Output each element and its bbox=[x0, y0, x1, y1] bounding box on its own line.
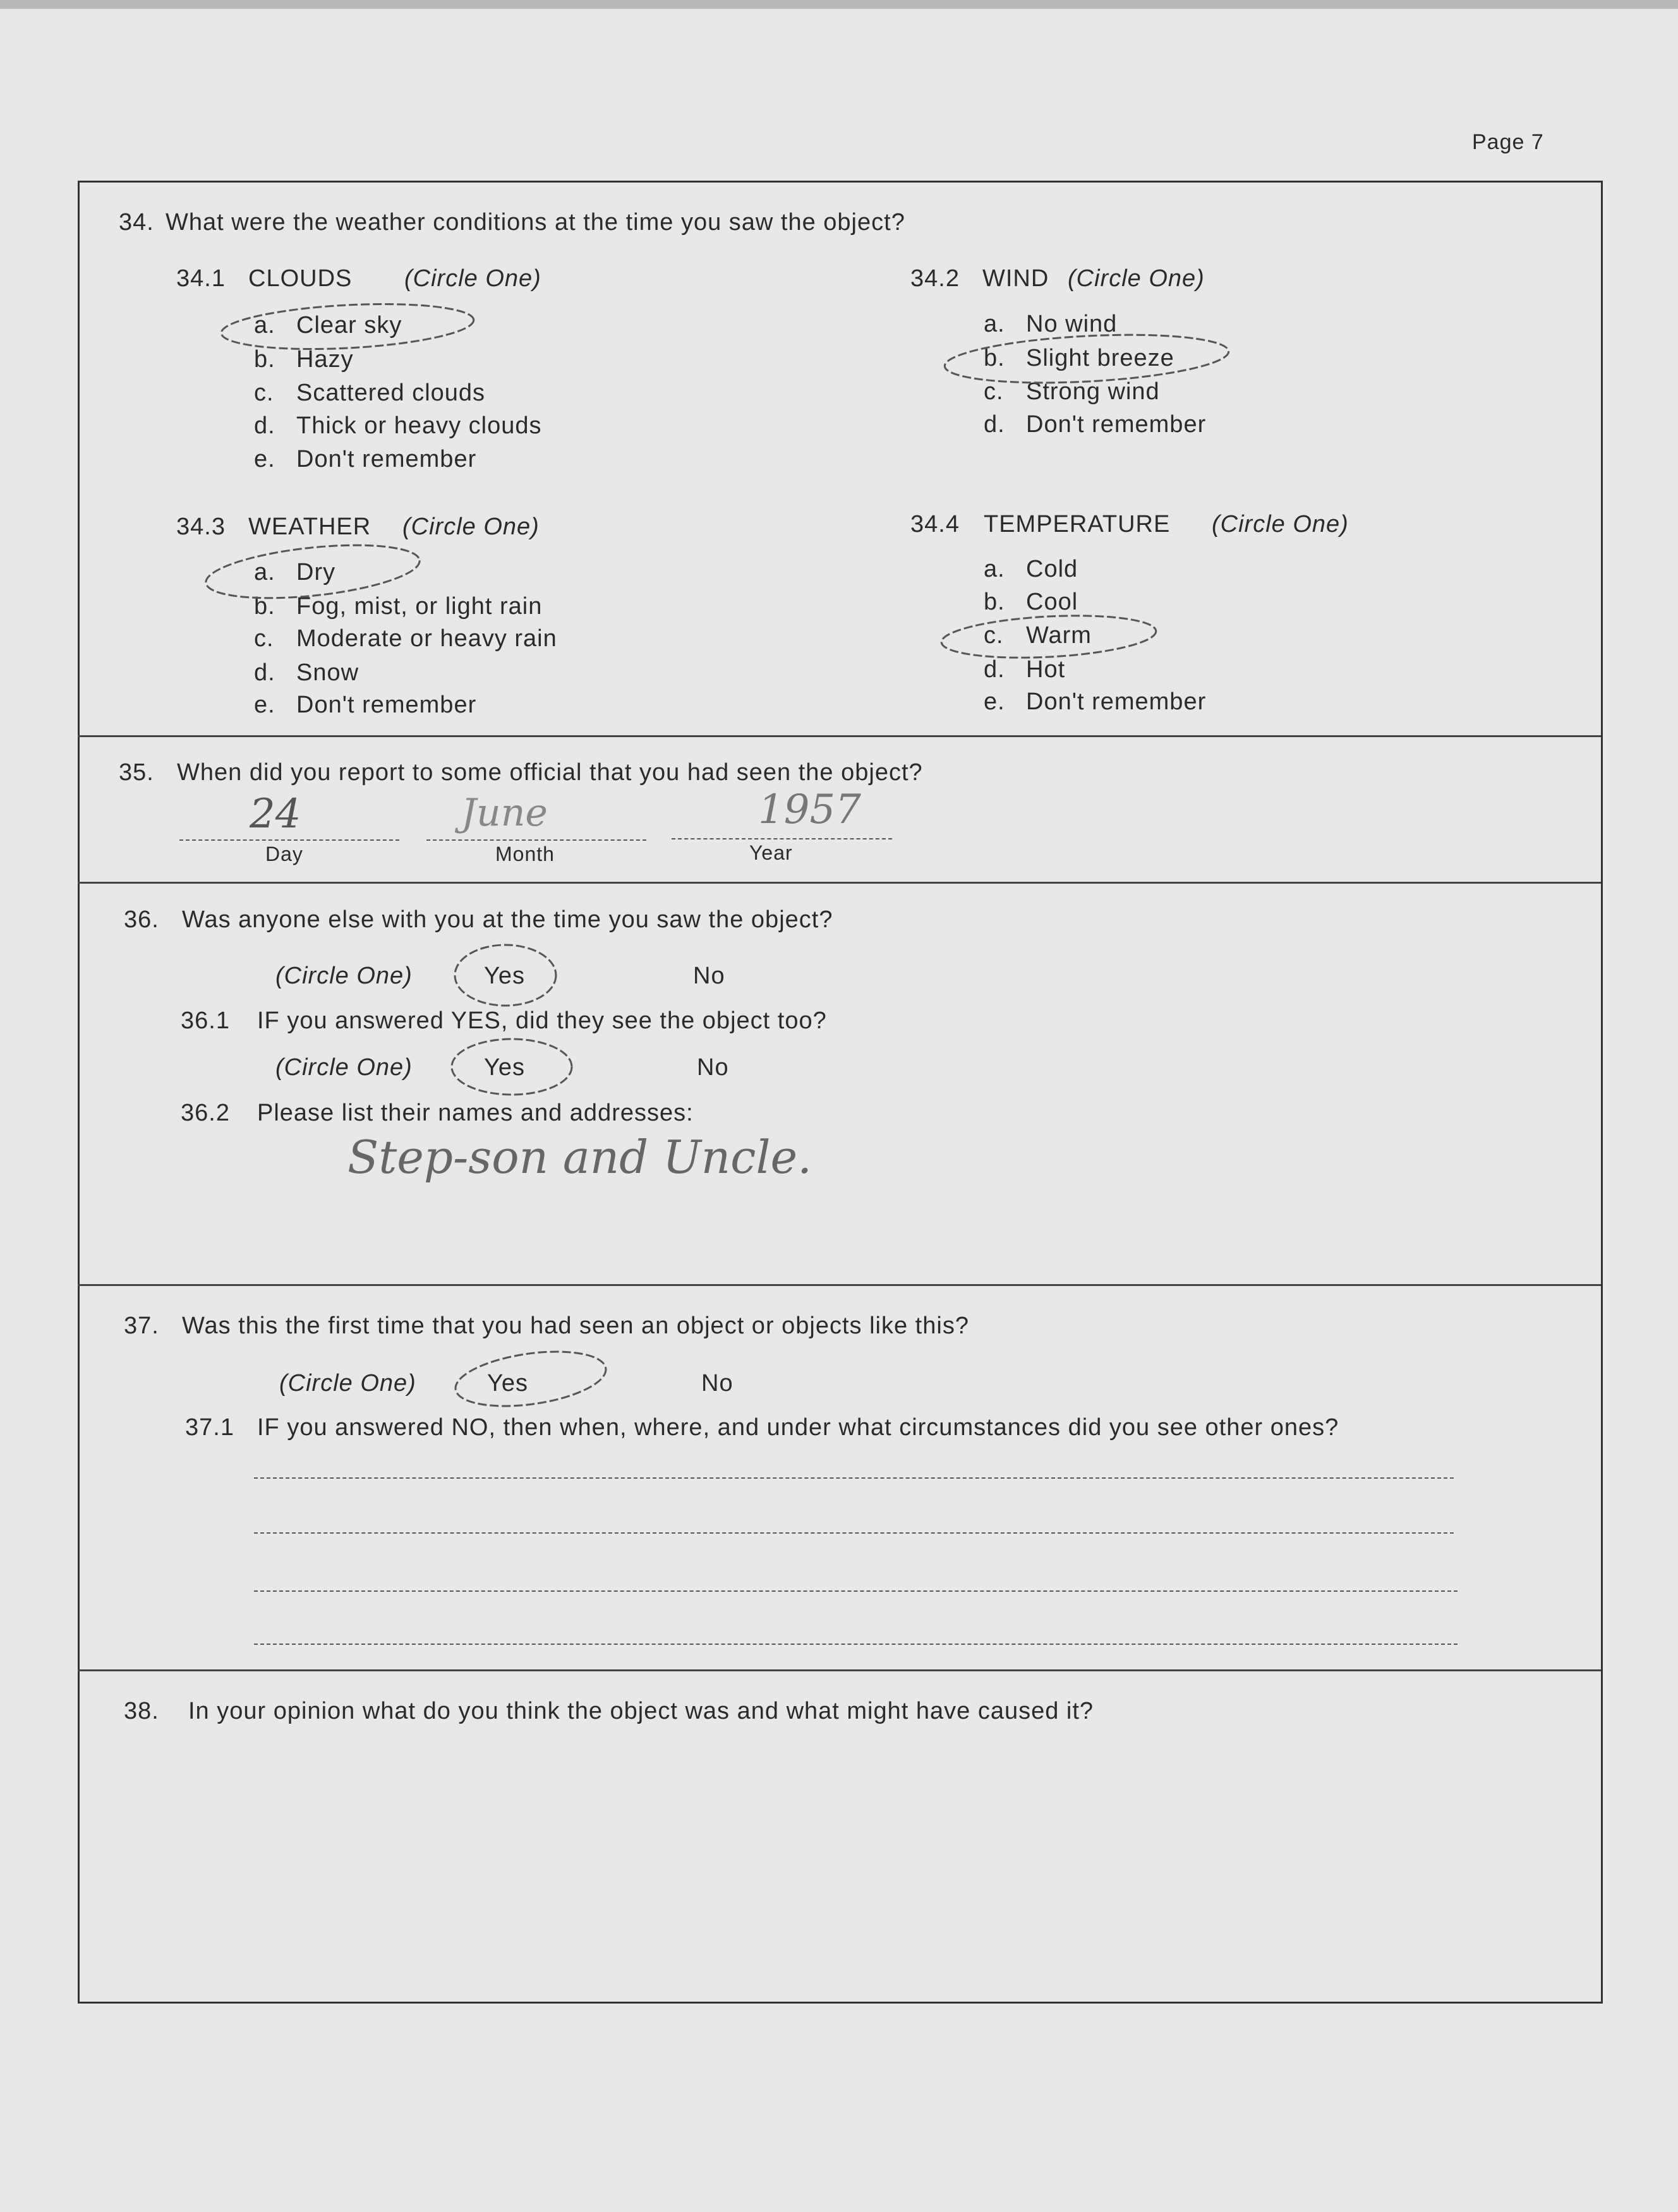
option-text: Warm bbox=[1026, 622, 1092, 649]
month-label: Month bbox=[495, 843, 555, 865]
option-text: Cold bbox=[1026, 556, 1078, 582]
option-text: Hazy bbox=[296, 346, 354, 373]
option-letter: e. bbox=[984, 688, 1005, 715]
option-text: Don't remember bbox=[1026, 688, 1207, 715]
subquestion-number: 37.1 bbox=[185, 1414, 234, 1441]
yes-option[interactable]: Yes bbox=[484, 1054, 525, 1081]
question-number: 36. bbox=[124, 906, 159, 933]
subquestion-text: IF you answered YES, did they see the object too? bbox=[257, 1007, 827, 1034]
option-text: Scattered clouds bbox=[296, 380, 486, 406]
question-number: 35. bbox=[119, 759, 154, 786]
option-letter: e. bbox=[254, 692, 275, 718]
option-letter: a. bbox=[984, 311, 1005, 337]
option-text: Don't remember bbox=[296, 446, 477, 472]
instruction: (Circle One) bbox=[275, 1054, 413, 1081]
question-text: Was this the first time that you had seen an object or objects like this? bbox=[182, 1313, 969, 1339]
instruction: (Circle One) bbox=[1212, 511, 1349, 538]
subquestion-number: 36.2 bbox=[181, 1100, 230, 1126]
option-letter: d. bbox=[984, 411, 1005, 438]
option-text: No wind bbox=[1026, 311, 1118, 337]
option-text: Strong wind bbox=[1026, 378, 1160, 405]
no-option[interactable]: No bbox=[701, 1370, 733, 1397]
no-option[interactable]: No bbox=[697, 1054, 729, 1081]
yes-option[interactable]: Yes bbox=[487, 1370, 528, 1397]
subquestion-number: 34.4 bbox=[910, 511, 960, 538]
names-answer[interactable]: Step-son and Uncle. bbox=[347, 1131, 812, 1184]
instruction: (Circle One) bbox=[404, 265, 541, 292]
circle-mark bbox=[943, 328, 1229, 388]
option-letter: b. bbox=[984, 589, 1005, 615]
year-label: Year bbox=[749, 841, 793, 864]
subquestion-title: WEATHER bbox=[248, 514, 371, 540]
option-text: Clear sky bbox=[296, 312, 402, 339]
option-text: Don't remember bbox=[296, 692, 477, 718]
question-number: 34. bbox=[119, 209, 154, 236]
instruction: (Circle One) bbox=[279, 1370, 416, 1397]
option-letter: d. bbox=[254, 412, 275, 439]
option-letter: a. bbox=[254, 559, 275, 586]
subquestion-title: TEMPERATURE bbox=[984, 511, 1171, 538]
month-answer[interactable]: June bbox=[461, 791, 548, 835]
circle-mark bbox=[941, 611, 1157, 663]
option-letter: c. bbox=[984, 378, 1004, 405]
question-text: In your opinion what do you think the object was and what might have caused it? bbox=[188, 1698, 1094, 1724]
subquestion-number: 34.1 bbox=[176, 265, 226, 292]
subquestion-title: CLOUDS bbox=[248, 265, 353, 292]
option-letter: a. bbox=[254, 312, 275, 339]
page-number: Page 7 bbox=[1472, 130, 1544, 154]
option-letter: c. bbox=[254, 625, 274, 652]
option-text: Hot bbox=[1026, 656, 1066, 683]
question-number: 37. bbox=[124, 1313, 159, 1339]
circle-mark bbox=[203, 536, 422, 606]
option-text: Cool bbox=[1026, 589, 1078, 615]
circle-mark bbox=[220, 299, 474, 355]
circle-mark bbox=[452, 1343, 610, 1415]
option-text: Don't remember bbox=[1026, 411, 1207, 438]
yes-option[interactable]: Yes bbox=[484, 963, 525, 989]
instruction: (Circle One) bbox=[402, 514, 540, 540]
day-label: Day bbox=[265, 843, 303, 865]
option-letter: c. bbox=[254, 380, 274, 406]
option-text: Snow bbox=[296, 659, 359, 686]
option-text: Thick or heavy clouds bbox=[296, 412, 542, 439]
subquestion-text: IF you answered NO, then when, where, and under what circumstances did you see other ones? bbox=[257, 1414, 1339, 1441]
subquestion-title: WIND bbox=[982, 265, 1049, 292]
instruction: (Circle One) bbox=[1068, 265, 1205, 292]
instruction: (Circle One) bbox=[275, 963, 413, 989]
option-text: Slight breeze bbox=[1026, 345, 1174, 371]
question-number: 38. bbox=[124, 1698, 159, 1724]
option-text: Dry bbox=[296, 559, 336, 586]
option-letter: b. bbox=[984, 345, 1005, 371]
circle-mark bbox=[452, 1039, 572, 1095]
option-letter: c. bbox=[984, 622, 1004, 649]
option-letter: d. bbox=[254, 659, 275, 686]
year-answer[interactable]: 1957 bbox=[758, 786, 861, 833]
subquestion-number: 34.3 bbox=[176, 514, 226, 540]
question-text: Was anyone else with you at the time you saw the object? bbox=[182, 906, 833, 933]
no-option[interactable]: No bbox=[693, 963, 725, 989]
circle-mark bbox=[455, 945, 556, 1006]
option-text: Moderate or heavy rain bbox=[296, 625, 557, 652]
option-letter: d. bbox=[984, 656, 1005, 683]
subquestion-text: Please list their names and addresses: bbox=[257, 1100, 694, 1126]
option-letter: b. bbox=[254, 593, 275, 620]
option-letter: a. bbox=[984, 556, 1005, 582]
option-letter: b. bbox=[254, 346, 275, 373]
question-text: What were the weather conditions at the time you saw the object? bbox=[166, 209, 905, 236]
day-answer[interactable]: 24 bbox=[250, 791, 301, 838]
question-text: When did you report to some official that you had seen the object? bbox=[177, 759, 923, 786]
option-letter: e. bbox=[254, 446, 275, 472]
subquestion-number: 36.1 bbox=[181, 1007, 230, 1034]
option-text: Fog, mist, or light rain bbox=[296, 593, 543, 620]
subquestion-number: 34.2 bbox=[910, 265, 960, 292]
